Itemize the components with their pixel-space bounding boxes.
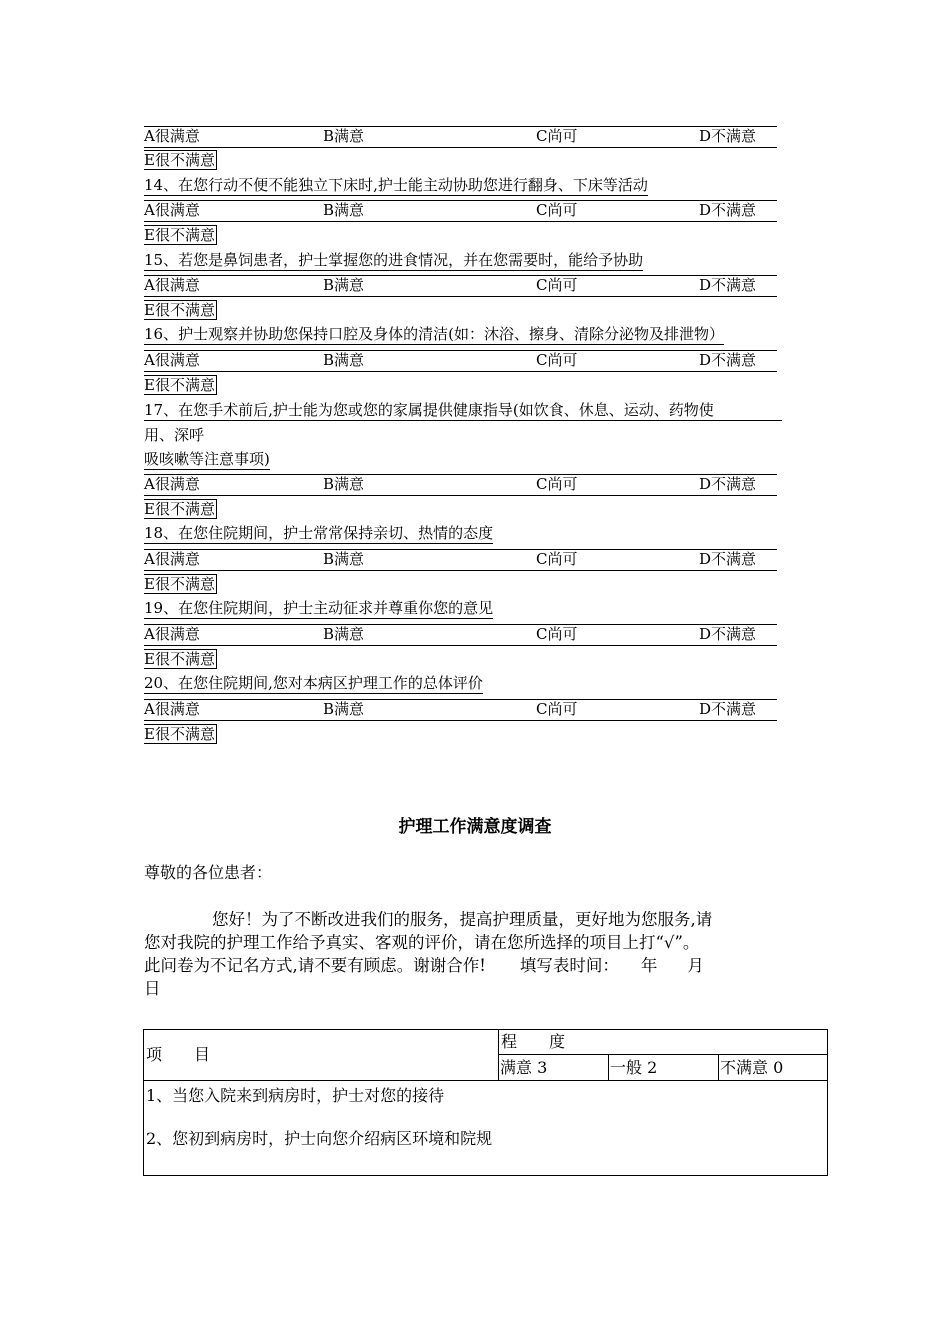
option-e[interactable]: E很不满意 xyxy=(144,500,215,518)
option-d[interactable]: D不满意 xyxy=(699,700,757,718)
question-20: 20、在您住院期间,您对本病区护理工作的总体评价 xyxy=(144,674,483,692)
option-d[interactable]: D不满意 xyxy=(699,475,757,493)
answer-options-row xyxy=(144,275,777,297)
survey-table xyxy=(143,1029,828,1176)
intro-notice: 此问卷为不记名方式,请不要有顾虑。谢谢合作! xyxy=(144,956,486,975)
option-c[interactable]: C尚可 xyxy=(536,351,578,369)
option-a[interactable]: A很满意 xyxy=(144,351,200,369)
option-e[interactable]: E很不满意 xyxy=(144,151,215,169)
option-e[interactable]: E很不满意 xyxy=(144,376,215,394)
table-body xyxy=(143,1080,828,1176)
option-c[interactable]: C尚可 xyxy=(536,700,578,718)
option-a[interactable]: A很满意 xyxy=(144,201,200,219)
answer-options-row xyxy=(144,350,777,372)
table-row-2: 2、您初到病房时，护士向您介绍病区环境和院规 xyxy=(146,1129,493,1148)
option-e[interactable]: E很不满意 xyxy=(144,725,215,743)
option-a[interactable]: A很满意 xyxy=(144,276,200,294)
option-e[interactable]: E很不满意 xyxy=(144,650,215,668)
option-c[interactable]: C尚可 xyxy=(536,276,578,294)
option-c[interactable]: C尚可 xyxy=(536,475,578,493)
fill-time-label: 填写表时间： xyxy=(519,956,619,975)
question-17-line-2: 用、深呼 xyxy=(144,426,205,444)
option-a[interactable]: A很满意 xyxy=(144,475,200,493)
intro-line-2: 您对我院的护理工作给予真实、客观的评价，请在您所选择的项目上打“√”。 xyxy=(144,933,700,952)
option-d[interactable]: D不满意 xyxy=(699,550,757,568)
answer-options-row xyxy=(144,474,777,496)
option-a[interactable]: A很满意 xyxy=(144,625,200,643)
degree-header: 程 度 xyxy=(498,1029,828,1055)
col-satisfied: 满意 3 xyxy=(498,1054,609,1081)
option-b[interactable]: B满意 xyxy=(323,700,365,718)
option-b[interactable]: B满意 xyxy=(323,625,365,643)
option-b[interactable]: B满意 xyxy=(323,127,365,145)
month-label: 月 xyxy=(687,956,704,975)
answer-options-row xyxy=(144,624,777,646)
question-17-line-3: 吸咳嗽等注意事项) xyxy=(144,450,270,468)
option-b[interactable]: B满意 xyxy=(323,475,365,493)
answer-options-row xyxy=(144,200,777,222)
day-label: 日 xyxy=(144,979,161,998)
option-b[interactable]: B满意 xyxy=(323,276,365,294)
option-d[interactable]: D不满意 xyxy=(699,276,757,294)
option-e[interactable]: E很不满意 xyxy=(144,226,215,244)
option-b[interactable]: B满意 xyxy=(323,351,365,369)
option-a[interactable]: A很满意 xyxy=(144,127,200,145)
col-unsatisfied: 不满意 0 xyxy=(718,1054,828,1081)
option-d[interactable]: D不满意 xyxy=(699,201,757,219)
option-c[interactable]: C尚可 xyxy=(536,625,578,643)
answer-options-row xyxy=(144,549,777,571)
option-d[interactable]: D不满意 xyxy=(699,351,757,369)
option-e[interactable]: E很不满意 xyxy=(144,301,215,319)
question-18: 18、在您住院期间，护士常常保持亲切、热情的态度 xyxy=(144,524,494,542)
table-row-1: 1、当您入院来到病房时，护士对您的接待 xyxy=(146,1086,445,1105)
intro-line-3 xyxy=(144,954,816,977)
item-header: 项 目 xyxy=(143,1029,499,1081)
option-d[interactable]: D不满意 xyxy=(699,625,757,643)
year-label: 年 xyxy=(640,956,658,975)
intro-paragraph xyxy=(144,908,816,1000)
question-14: 14、在您行动不便不能独立下床时,护士能主动协助您进行翻身、下床等活动 xyxy=(144,176,648,194)
option-e[interactable]: E很不满意 xyxy=(144,575,215,593)
question-16: 16、护士观察并协助您保持口腔及身体的清洁(如：沐浴、擦身、清除分泌物及排泄物） xyxy=(144,325,724,343)
survey-title: 护理工作满意度调查 xyxy=(398,817,552,837)
question-17-line-1: 17、在您手术前后,护士能为您或您的家属提供健康指导(如饮食、休息、运动、药物使 xyxy=(144,401,782,421)
option-c[interactable]: C尚可 xyxy=(536,201,578,219)
question-15: 15、若您是鼻饲患者，护士掌握您的进食情况，并在您需要时，能给予协助 xyxy=(144,251,644,269)
question-19: 19、在您住院期间，护士主动征求并尊重你您的意见 xyxy=(144,599,494,617)
option-b[interactable]: B满意 xyxy=(323,201,365,219)
option-b[interactable]: B满意 xyxy=(323,550,365,568)
answer-options-row xyxy=(144,126,777,148)
intro-line-1: 您好！为了不断改进我们的服务，提高护理质量，更好地为您服务,请 xyxy=(212,910,713,929)
option-c[interactable]: C尚可 xyxy=(536,127,578,145)
answer-options-row xyxy=(144,699,777,721)
option-c[interactable]: C尚可 xyxy=(536,550,578,568)
option-a[interactable]: A很满意 xyxy=(144,550,200,568)
option-a[interactable]: A很满意 xyxy=(144,700,200,718)
option-d[interactable]: D不满意 xyxy=(699,127,757,145)
greeting: 尊敬的各位患者： xyxy=(144,863,273,882)
col-average: 一般 2 xyxy=(608,1054,719,1081)
